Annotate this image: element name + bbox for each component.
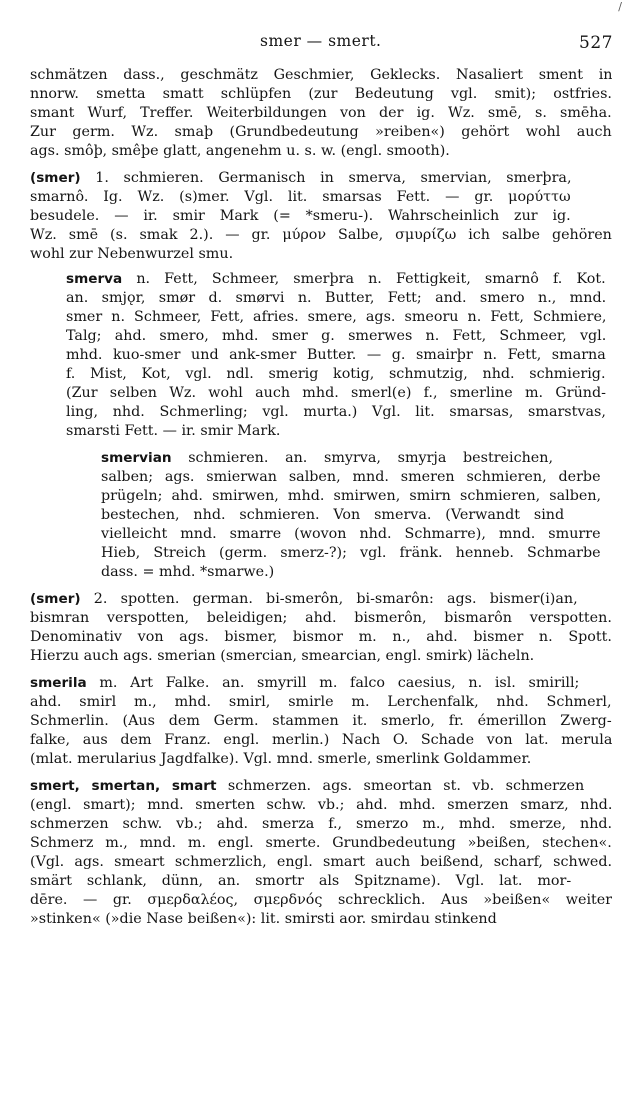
entry-line: smant Wurf, Treffer. Weiterbildungen von der ig. Wz. smē, s. smēha. [30,105,612,121]
entry-line: smer n. Schmeer, Fett, afries. smere, ags. smeoru n. Fett, Schmiere, [66,309,606,325]
entry-line [30,590,612,609]
entry-line: dēre. — gr. σμερδαλέος, σμερδνός schrecklich. Aus »beißen« weiter [30,892,612,908]
entry-line: (Zur selben Wz. wohl auch mhd. smerl(e) f., smerline m. Gründ- [66,385,606,401]
entry-line: dass. = mhd. *smarwe.) [101,564,275,580]
entry-text: 1. schmieren. Germanisch in smerva, smervian, smerþra, [80,170,572,186]
entry-line [30,169,612,188]
entry-line: (engl. smart); mnd. smerten schw. vb.; ahd. mhd. smerzen smarz, nhd. [30,797,612,813]
entry-line: salben; ags. smierwan salben, mnd. smeren schmieren, derbe [101,469,601,485]
entry-line: ags. smôþ, smêþe glatt, angenehm u. s. w. (engl. smooth). [30,143,450,159]
entry-line: Denominativ von ags. bismer, bismor m. n., ahd. bismer n. Spott. [30,629,612,645]
entry-line: Talg; ahd. smero, mhd. smer g. smerwes n. Fett, Schmeer, vgl. [66,328,606,344]
headword: smert, smertan, smart [30,778,217,794]
dictionary-entry [30,777,612,929]
entry-line: schmätzen dass., geschmätz Geschmier, Geklecks. Nasaliert sment in [30,67,612,83]
entry-line: Zur germ. Wz. smaþ (Grundbedeutung »reiben«) gehört wohl auch [30,124,612,140]
entry-line: (Vgl. ags. smeart schmerzlich, engl. smart auch beißend, scharf, schwed. [30,854,612,870]
entry-line: bestechen, nhd. schmieren. Von smerva. (Verwandt sind [101,507,565,523]
entry-line: an. smjǫr, smør d. smørvi n. Butter, Fett; and. smero n., mnd. [66,290,606,306]
headword: (smer) [30,591,81,607]
headword: (smer) [30,170,81,186]
entry-line: ling, nhd. Schmerling; vgl. murta.) Vgl. lit. smarsas, smarstvas, [66,404,606,420]
entry-line [30,777,612,796]
page-number: 527 [579,33,613,53]
entry-text: 2. spotten. german. bi-smerôn, bi-smarôn: ags. bismer(i)an, [80,591,578,607]
entry-line [66,270,606,289]
entry-line [30,674,612,693]
entry-line: Schmerlin. (Aus dem Germ. stammen it. smerlo, fr. émerillon Zwerg- [30,713,612,729]
dictionary-entry [101,449,601,582]
entry-line: besudele. — ir. smir Mark (= *smeru-). Wahrscheinlich zur ig. [30,208,571,224]
entry-text: schmieren. an. smyrva, smyrja bestreichen, [171,450,554,466]
headword: smervian [101,450,172,466]
entry-line: vielleicht mnd. smarre (wovon nhd. Schmarre), mnd. smurre [101,526,601,542]
headword: smerva [66,271,123,287]
dictionary-entry [30,674,612,769]
entry-line: smarnô. Ig. Wz. (s)mer. Vgl. lit. smarsas Fett. — gr. μορύττω [30,189,571,205]
entry-text: m. Art Falke. an. smyrill m. falco caesius, n. isl. smirill; [86,675,580,691]
headword: smerila [30,675,87,691]
dictionary-entries [0,66,625,929]
entry-line [101,449,601,468]
entry-line: Schmerz m., mnd. m. engl. smerte. Grundbedeutung »beißen, stechen«. [30,835,612,851]
entry-text: n. Fett, Schmeer, smerþra n. Fettigkeit, smarnô f. Kot. [122,271,606,287]
entry-line: Hierzu auch ags. smerian (smercian, smearcian, engl. smirk) lächeln. [30,648,535,664]
page-header [0,30,625,54]
entry-line: nnorw. smetta smatt schlüpfen (zur Bedeutung vgl. smit); ostfries. [30,86,612,102]
entry-line: wohl zur Nebenwurzel smu. [30,246,234,262]
entry-line: falke, aus dem Franz. engl. merlin.) Nach O. Schade von lat. merula [30,732,612,748]
entry-line: f. Mist, Kot, vgl. ndl. smerig kotig, schmutzig, nhd. schmierig. [66,366,606,382]
entry-continuation [30,66,612,161]
entry-text: schmerzen. ags. smeortan st. vb. schmerzen [216,778,585,794]
dictionary-entry [30,590,612,666]
entry-line: smärt schlank, dünn, an. smortr als Spitzname). Vgl. lat. mor- [30,873,572,889]
entry-line: ahd. smirl m., mhd. smirl, smirle m. Lerchenfalk, nhd. Schmerl, [30,694,612,710]
running-head: smer — smert. [260,32,382,50]
entry-line: smarsti Fett. — ir. smir Mark. [66,423,281,439]
dictionary-entry [66,270,606,441]
dictionary-entry [30,169,612,264]
entry-line: (mlat. merularius Jagdfalke). Vgl. mnd. smerle, smerlink Goldammer. [30,751,532,767]
entry-line: Wz. smē (s. smak 2.). — gr. μύρον Salbe, σμυρίζω ich salbe gehören [30,227,612,243]
entry-line: »stinken« (»die Nase beißen«): lit. smirsti aor. smirdau stinkend [30,911,497,927]
entry-line: prügeln; ahd. smirwen, mhd. smirwen, smirn schmieren, salben, [101,488,601,504]
entry-line: mhd. kuo-smer und ank-smer Butter. — g. smairþr n. Fett, smarna [66,347,606,363]
corner-mark: / [618,0,622,13]
entry-line: schmerzen schw. vb.; ahd. smerza f., smerzo m., mhd. smerze, nhd. [30,816,612,832]
entry-line: Hieb, Streich (germ. smerz-?); vgl. fränk. henneb. Schmarbe [101,545,601,561]
entry-line: bismran verspotten, beleidigen; ahd. bismerôn, bismarôn verspotten. [30,610,612,626]
